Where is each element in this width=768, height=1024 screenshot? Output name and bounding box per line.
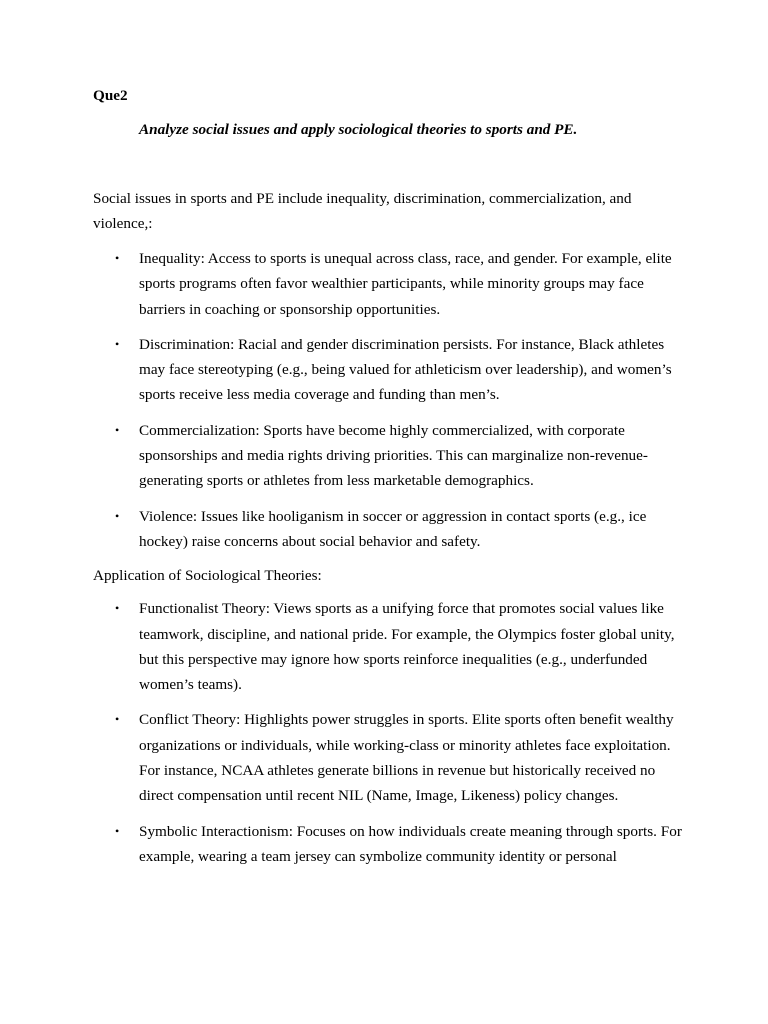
intro-paragraph: Social issues in sports and PE include inequality, discrimination, commercialization, and violence,: <box>93 190 632 232</box>
bullet-icon: • <box>115 601 120 616</box>
bullet-icon: • <box>115 508 120 523</box>
list-item <box>93 246 683 322</box>
list-item <box>93 819 683 870</box>
list-item <box>93 418 683 494</box>
list-item <box>93 707 683 808</box>
document-page <box>93 86 683 869</box>
bullet-icon: • <box>115 823 120 838</box>
list-item-text: Conflict Theory: Highlights power struggles in sports. Elite sports often benefit wealthy organizations or individuals, while working-class or minority athletes face exploitation. For instance, NCAA athletes generate billions in revenue but historically received no direct compensation until recent NIL (Name, Image, Likeness) policy changes. <box>139 711 674 805</box>
theories-list <box>93 596 683 869</box>
list-item-text: Discrimination: Racial and gender discrimination persists. For instance, Black athletes may face stereotyping (e.g., being valued for athleticism over leadership), and women’s sports receive less media coverage and funding than men’s. <box>139 335 672 404</box>
list-item <box>93 596 683 697</box>
list-item <box>93 504 683 555</box>
bullet-icon: • <box>115 712 120 727</box>
bullet-icon: • <box>115 251 120 265</box>
bullet-icon: • <box>115 422 120 437</box>
list-item-text: Commercialization: Sports have become highly commercialized, with corporate sponsorships and media rights driving priorities. This can marginalize non-revenue-generating sports or athletes from less marketable demographics. <box>139 421 648 490</box>
list-item-text: Symbolic Interactionism: Focuses on how individuals create meaning through sports. For example, wearing a team jersey can symbolize community identity or personal <box>139 822 682 865</box>
list-item-text: Inequality: Access to sports is unequal across class, race, and gender. For example, elite sports programs often favor wealthier participants, while minority groups may face barriers in coaching or sponsorship opportunities. <box>139 250 672 318</box>
question-heading: Que2 <box>93 87 128 104</box>
bullet-icon: • <box>115 336 120 351</box>
list-item <box>93 332 683 408</box>
theories-heading: Application of Sociological Theories: <box>93 567 322 585</box>
question-subtitle: Analyze social issues and apply sociological theories to sports and PE. <box>139 121 578 138</box>
list-item-text: Violence: Issues like hooliganism in soccer or aggression in contact sports (e.g., ice hockey) raise concerns about social behavior and safety. <box>139 507 647 550</box>
issues-list <box>93 246 683 554</box>
list-item-text: Functionalist Theory: Views sports as a unifying force that promotes social values like teamwork, discipline, and national pride. For example, the Olympics foster global unity, but this perspective may ignore how sports reinforce inequalities (e.g., underfunded women’s teams). <box>139 600 675 694</box>
